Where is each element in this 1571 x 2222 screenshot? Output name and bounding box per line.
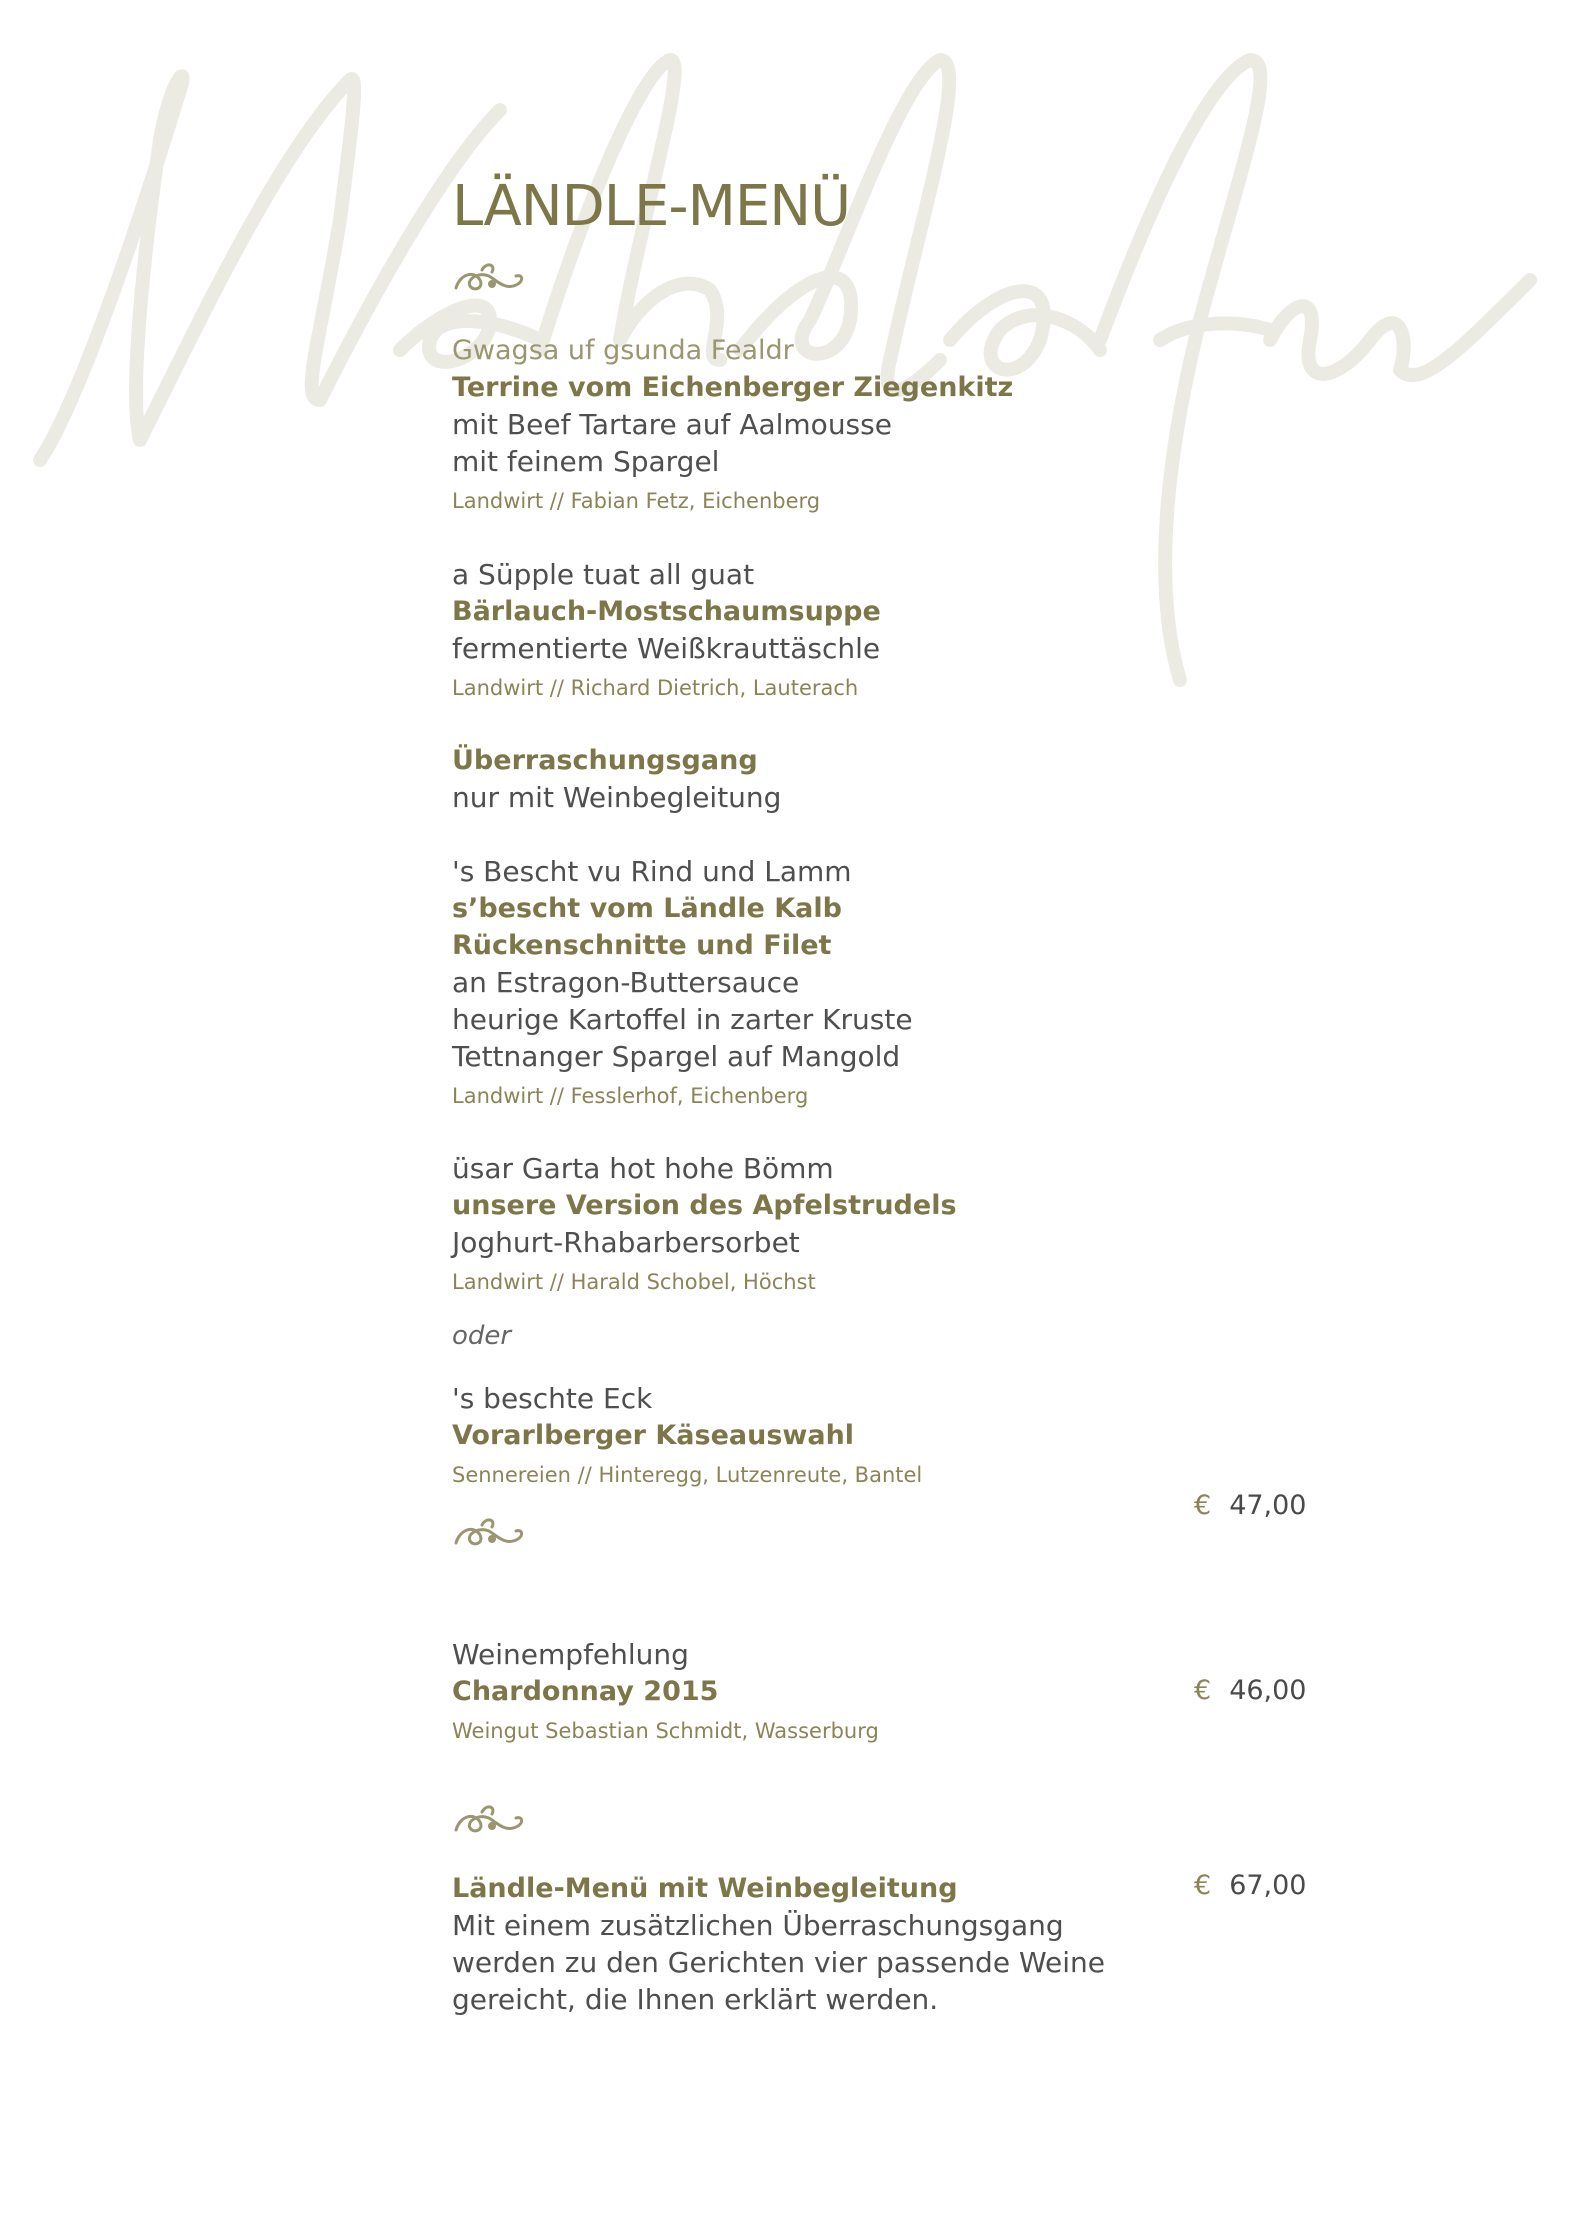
price-amount: 46,00 xyxy=(1229,1675,1307,1706)
alternative-divider xyxy=(452,1318,511,1355)
flourish-ornament-icon xyxy=(452,1802,528,1842)
currency-symbol: € xyxy=(1194,1490,1212,1521)
course-dish-name: s’bescht vom Ländle Kalb xyxy=(452,893,842,924)
flourish-ornament-icon xyxy=(452,1515,528,1555)
course-description: mit Beef Tartare auf Aalmousse xyxy=(452,408,892,441)
course-dialect-title: üsar Garta hot hohe Bömm xyxy=(452,1152,834,1185)
wine-name: Chardonnay 2015 xyxy=(452,1676,719,1707)
course-description: heurige Kartoffel in zarter Kruste xyxy=(452,1003,913,1036)
course-description: an Estragon-Buttersauce xyxy=(452,966,800,999)
price-amount: 47,00 xyxy=(1229,1490,1307,1521)
wine-source: Weingut Sebastian Schmidt, Wasserburg xyxy=(452,1719,879,1743)
course-dish-name: Vorarlberger Käseauswahl xyxy=(452,1420,855,1451)
course-3 xyxy=(452,742,781,816)
wine-price xyxy=(1194,1675,1352,1706)
course-4 xyxy=(452,853,913,1117)
course-dish-name: Terrine vom Eichenberger Ziegenkitz xyxy=(452,372,1014,403)
course-description: Joghurt-Rhabarbersorbet xyxy=(452,1226,800,1259)
course-dish-name: Rückenschnitte und Filet xyxy=(452,930,832,961)
course-dish-name: unsere Version des Apfelstrudels xyxy=(452,1190,957,1221)
course-2 xyxy=(452,556,881,709)
currency-symbol: € xyxy=(1194,1870,1212,1901)
course-dish-name: Überraschungsgang xyxy=(452,745,758,776)
course-dish-name: Bärlauch-Mostschaumsuppe xyxy=(452,596,881,627)
course-description: nur mit Weinbegleitung xyxy=(452,781,782,814)
currency-symbol: € xyxy=(1194,1675,1212,1706)
flourish-ornament-icon xyxy=(452,260,528,300)
course-dialect-title: 's Bescht vu Rind und Lamm xyxy=(452,855,852,888)
pairing-title: Ländle-Menü mit Weinbegleitung xyxy=(452,1873,958,1904)
price-amount: 67,00 xyxy=(1229,1870,1307,1901)
pairing-description: werden zu den Gerichten vier passende Weine xyxy=(452,1946,1105,1979)
course-dialect-title: a Süpple tuat all guat xyxy=(452,558,755,591)
course-description: Tettnanger Spargel auf Mangold xyxy=(452,1040,901,1073)
course-source: Landwirt // Richard Dietrich, Lauterach xyxy=(452,676,859,700)
menu-title: LÄNDLE-MENÜ xyxy=(452,174,851,239)
menu-price xyxy=(1194,1490,1352,1521)
course-1 xyxy=(452,332,1013,522)
course-source: Landwirt // Fabian Fetz, Eichenberg xyxy=(452,489,821,513)
pairing-description: Mit einem zusätzlichen Überraschungsgang xyxy=(452,1909,1064,1942)
course-dialect-title: 's beschte Eck xyxy=(452,1382,653,1415)
course-source: Sennereien // Hinteregg, Lutzenreute, Bantel xyxy=(452,1463,923,1487)
course-6 xyxy=(452,1380,922,1496)
pairing-description: gereicht, die Ihnen erklärt werden. xyxy=(452,1983,939,2016)
wine-heading: Weinempfehlung xyxy=(452,1638,689,1671)
course-dialect-title: Gwagsa uf gsunda Fealdr xyxy=(452,335,794,366)
wine-recommendation xyxy=(452,1636,879,1752)
or-label: oder xyxy=(452,1321,512,1351)
wine-pairing xyxy=(452,1870,1105,2018)
course-5 xyxy=(452,1150,957,1303)
course-description: mit feinem Spargel xyxy=(452,445,720,478)
course-description: fermentierte Weißkrauttäschle xyxy=(452,632,881,665)
pairing-price xyxy=(1194,1870,1352,1901)
course-source: Landwirt // Harald Schobel, Höchst xyxy=(452,1270,816,1294)
course-source: Landwirt // Fesslerhof, Eichenberg xyxy=(452,1084,809,1108)
